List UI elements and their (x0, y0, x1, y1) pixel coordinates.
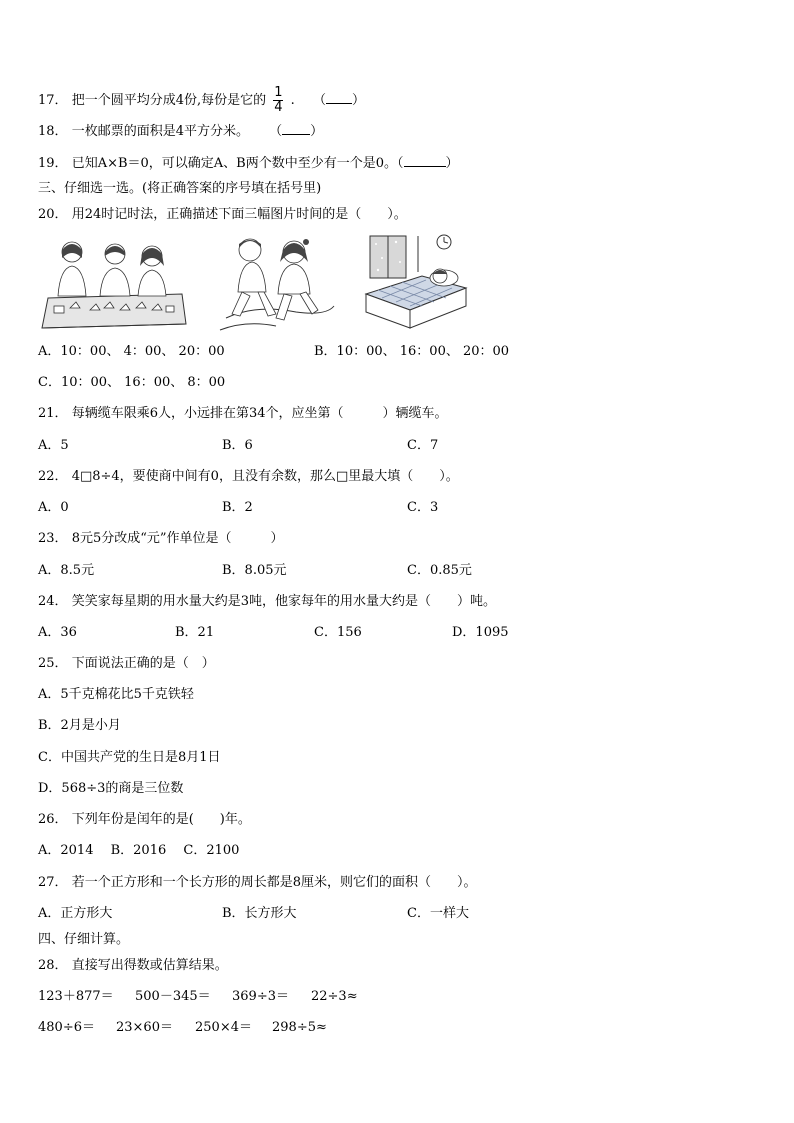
question-number: 17． (38, 93, 68, 108)
option-C[interactable]: C．中国共产党的生日是8月1日 (38, 750, 221, 765)
kids-at-table-illustration (40, 236, 188, 332)
question-18 (38, 122, 323, 141)
option-A[interactable]: A．10：00、 4：00、 20：00 (38, 344, 225, 359)
question-19 (38, 154, 459, 173)
section-heading-3: 三、仔细选一选。(将正确答案的序号填在括号里) (38, 181, 322, 196)
question-text: 4□8÷4，要使商中间有0，且没有余数，那么□里最大填（ ）。 (71, 469, 459, 484)
option-C[interactable]: C．一样大 (407, 906, 469, 921)
question-end: . (290, 93, 295, 108)
option-C[interactable]: C．7 (407, 438, 439, 453)
question-number: 21． (38, 406, 68, 421)
options-row[interactable]: A．2014 B．2016 C．2100 (38, 843, 240, 858)
question-number: 22． (38, 469, 68, 484)
question-number: 25． (38, 656, 68, 671)
calc-item: 123＋877＝ (38, 989, 114, 1004)
question-text: 笑笑家每星期的用水量大约是3吨，他家每年的用水量大约是（ ）吨。 (71, 594, 496, 609)
section-heading-4: 四、仔细计算。 (38, 932, 130, 947)
question-26 (38, 811, 251, 829)
question-number: 23． (38, 531, 68, 546)
question-text: 每辆缆车限乘6人，小远排在第34个，应坐第（ ）辆缆车。 (71, 406, 448, 421)
answer-paren-left: （ (312, 93, 326, 108)
option-A[interactable]: A．0 (38, 500, 69, 515)
question-number: 28． (38, 958, 68, 973)
answer-blank[interactable] (404, 154, 446, 167)
calc-item: 298÷5≈ (272, 1020, 327, 1035)
question-21 (38, 405, 448, 423)
calc-item: 369÷3＝ (232, 989, 289, 1004)
answer-blank[interactable] (282, 122, 310, 135)
option-D[interactable]: D．1095 (452, 625, 509, 640)
kids-running-illustration (216, 234, 338, 334)
question-text: 若一个正方形和一个长方形的周长都是8厘米，则它们的面积（ ）。 (71, 875, 477, 890)
question-number: 20． (38, 207, 68, 222)
fraction-numerator: 1 (274, 85, 283, 100)
answer-paren-right: ） (351, 93, 365, 108)
option-D[interactable]: D．568÷3的商是三位数 (38, 781, 184, 796)
sleeping-in-bed-illustration (362, 232, 470, 332)
calc-item: 500－345＝ (135, 989, 211, 1004)
question-number: 19． (38, 156, 68, 171)
question-22 (38, 468, 459, 486)
option-B[interactable]: B．8.05元 (222, 563, 287, 578)
option-C[interactable]: C．0.85元 (407, 563, 472, 578)
calc-item: 23×60＝ (116, 1020, 173, 1035)
question-28 (38, 957, 228, 975)
answer-paren-left: （ (397, 156, 404, 171)
question-number: 18． (38, 124, 68, 139)
option-B[interactable]: B．10：00、 16：00、 20：00 (314, 344, 510, 359)
option-A[interactable]: A．8.5元 (38, 563, 95, 578)
option-A[interactable]: A．5千克棉花比5千克铁轻 (38, 687, 194, 702)
answer-paren-left: （ (269, 124, 283, 139)
option-B[interactable]: B．6 (222, 438, 253, 453)
question-text: 一枚邮票的面积是4平方分米。 (71, 124, 249, 139)
option-A[interactable]: A．正方形大 (38, 906, 113, 921)
option-B[interactable]: B．长方形大 (222, 906, 297, 921)
option-A[interactable]: A．36 (38, 625, 77, 640)
question-text: 下列年份是闰年的是( )年。 (71, 812, 251, 827)
answer-paren-right: ） (445, 156, 459, 171)
answer-paren-right: ） (310, 124, 324, 139)
option-B[interactable]: B．2月是小月 (38, 718, 121, 733)
question-17 (38, 86, 365, 115)
fraction (272, 86, 284, 115)
calc-item: 480÷6＝ (38, 1020, 95, 1035)
question-number: 24． (38, 594, 68, 609)
option-C[interactable]: C．10：00、 16：00、 8：00 (38, 375, 226, 390)
option-B[interactable]: B．21 (175, 625, 215, 640)
fraction-denominator: 4 (274, 100, 283, 115)
question-text: 把一个圆平均分成4份,每份是它的 (71, 93, 267, 108)
question-20 (38, 206, 407, 224)
option-C[interactable]: C．3 (407, 500, 439, 515)
question-23 (38, 530, 284, 548)
question-text: 直接写出得数或估算结果。 (71, 958, 228, 973)
calc-item: 250×4＝ (195, 1020, 252, 1035)
option-C[interactable]: C．156 (314, 625, 362, 640)
question-text: 下面说法正确的是（ ） (71, 656, 215, 671)
question-27 (38, 874, 476, 892)
question-25 (38, 655, 215, 673)
question-text: 用24时记时法，正确描述下面三幅图片时间的是（ ）。 (71, 207, 407, 222)
question-number: 26． (38, 812, 68, 827)
question-text: 8元5分改成“元”作单位是（ ） (71, 531, 284, 546)
question-24 (38, 593, 496, 611)
option-A[interactable]: A．5 (38, 438, 69, 453)
calc-item: 22÷3≈ (311, 989, 358, 1004)
option-B[interactable]: B．2 (222, 500, 253, 515)
answer-blank[interactable] (326, 91, 352, 104)
question-text: 已知A×B＝0，可以确定A、B两个数中至少有一个是0。 (71, 156, 398, 171)
question-number: 27． (38, 875, 68, 890)
